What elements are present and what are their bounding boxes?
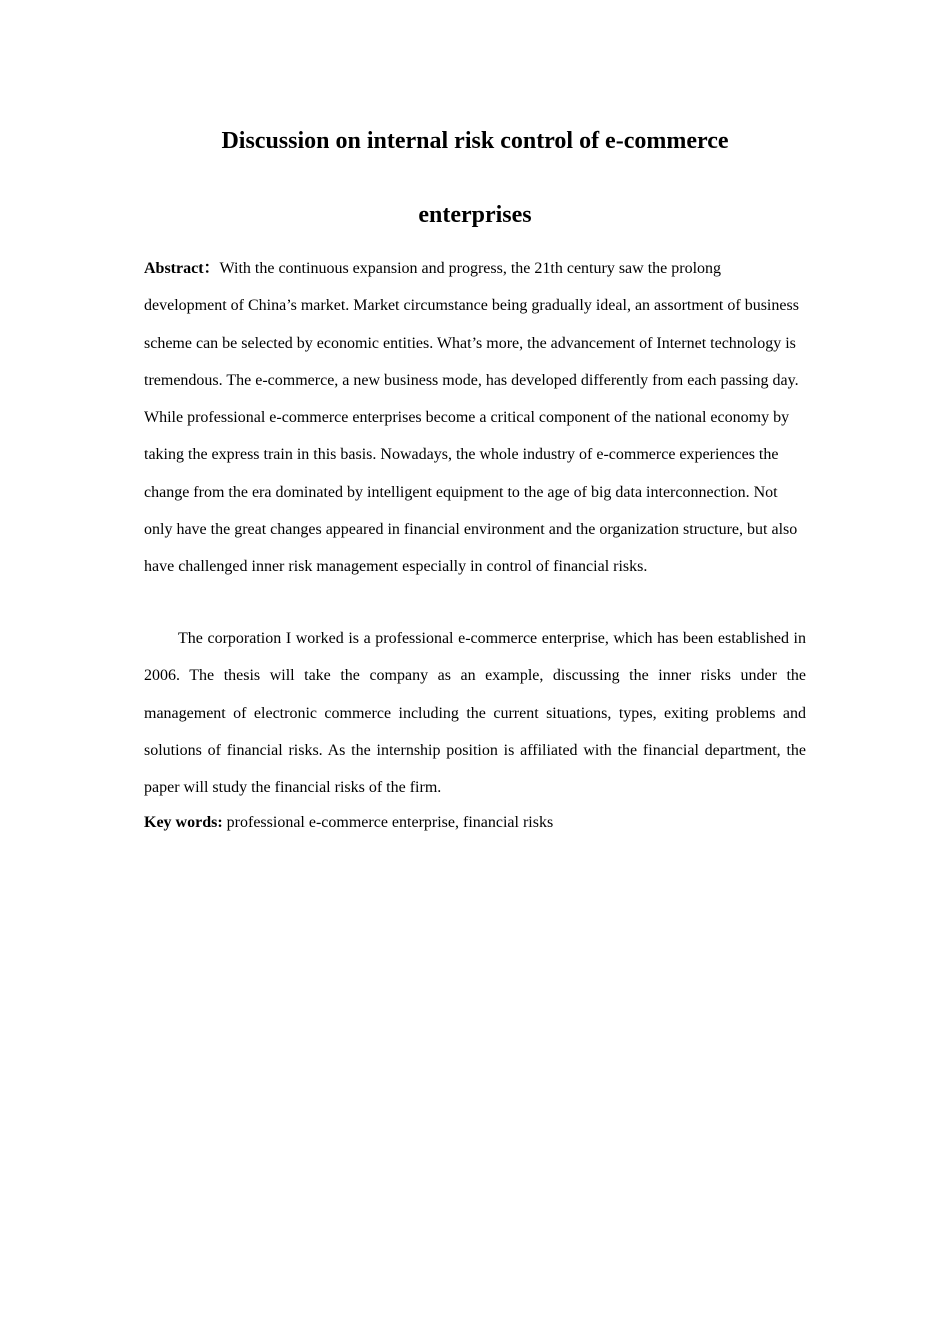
body-paragraph-2: The corporation I worked is a professional e-commerce enterprise, which has been established in 2006. The thesis will take the company as an example, discussing the inner risks under the management of electronic commerce including the current situations, types, exiting problems and solutions of financial risks. As the internship position is affiliated with the financial department, the paper will study the financial risks of the firm. [144, 630, 806, 797]
document-title-line-2: enterprises [418, 202, 532, 228]
keywords-label: Key words: [144, 814, 223, 831]
abstract-paragraph [144, 250, 806, 586]
abstract-text: With the continuous expansion and progress, the 21th century saw the prolong development of China’s market. Market circumstance being gradually ideal, an assortment of business scheme can be selected by economic entities. What’s more, the advancement of Internet technology is tremendous. The e-commerce, a new business mode, has developed differently from each passing day. While professional e-commerce enterprises become a critical component of the national economy by taking the express train in this basis. Nowadays, the whole industry of e-commerce experiences the change from the era dominated by intelligent equipment to the age of big data interconnection. Not only have the great changes appeared in financial environment and the organization structure, but also have challenged inner risk management especially in control of financial risks. [144, 260, 799, 576]
document-title-line-1: Discussion on internal risk control of e-commerce [221, 128, 729, 154]
keywords-text: professional e-commerce enterprise, financial risks [222, 814, 554, 831]
keywords-paragraph [144, 804, 806, 841]
abstract-label: Abstract： [144, 260, 220, 277]
